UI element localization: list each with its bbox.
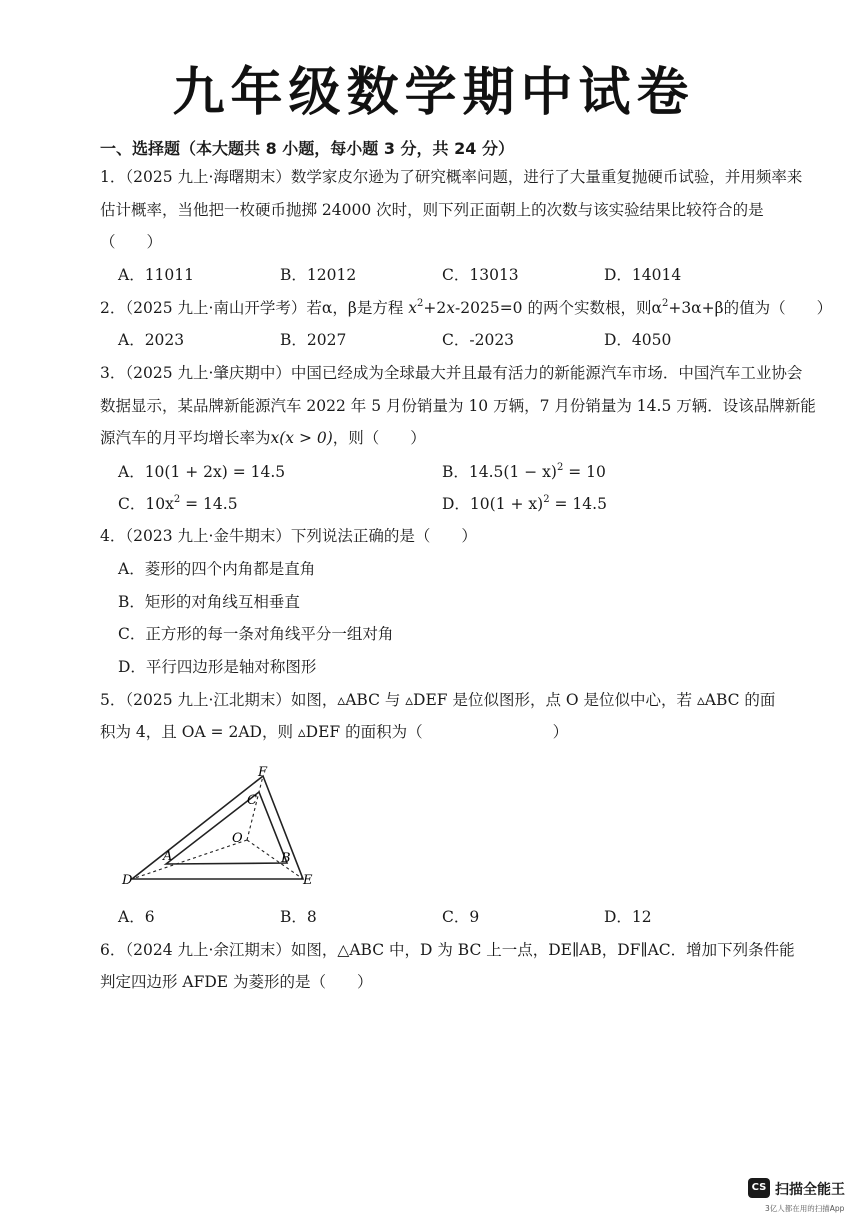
q3-option-b [442,461,606,483]
q3-option-b-main: B．14.5(1 − x) [442,463,557,481]
q1-option-a: A．11011 [118,266,195,284]
q1-option-d: D．14014 [604,266,682,284]
scanner-tagline: 3亿人都在用的扫描App [765,1204,845,1213]
q5-option-b: B．8 [280,908,317,926]
q3-line3-a: 源汽车的月平均增长率为 [100,429,271,447]
q3-option-b-sup: 2 [556,462,564,473]
q1-option-b: B．12012 [280,266,357,284]
q2-var-x2: x [446,299,456,317]
label-b: B [281,851,291,866]
q4-option-c: C．正方形的每一条对角线平分一组对角 [118,625,394,643]
q1-line1: 1．（2025 九上·海曙期末）数学家皮尔逊为了研究概率问题，进行了大量重复抛硬币试验，并用频率来 [100,168,803,186]
label-o: O [232,831,243,846]
q3-option-d-main: D．10(1 + x) [442,495,544,513]
section-heading: 一、选择题（本大题共 8 小题，每小题 3 分，共 24 分） [100,139,514,158]
q3-option-c [118,493,238,515]
q2-stem [100,297,832,319]
q3-option-d-sup: 2 [543,494,550,505]
page-title: 九年级数学期中试卷 [172,63,695,123]
q1-line2: 估计概率，当他把一枚硬币抛掷 24000 次时，则下列正面朝上的次数与该实验结果比较符合的是 [100,201,764,219]
q5-line2-b: ） [552,723,569,741]
label-a: A [163,849,173,864]
q3-option-d-tail: = 14.5 [549,495,607,513]
label-c: C [247,793,257,808]
q2-eq-rest: +2 [423,299,447,317]
q3-option-c-tail: = 14.5 [180,495,238,513]
q4-option-d: D．平行四边形是轴对称图形 [118,658,317,676]
q5-figure-similar-triangles [120,762,330,892]
q5-option-d: D．12 [604,908,652,926]
q5-option-c: C．9 [442,908,480,926]
q4-line1: 4．（2023 九上·金牛期末）下列说法正确的是（ ） [100,527,477,545]
label-e: E [303,873,313,888]
q5-line2 [100,721,568,743]
q2-option-a: A．2023 [118,331,185,349]
q2-sup: 2 [417,298,424,309]
q2-eq-tail: -2025=0 的两个实数根，则α [455,299,662,317]
q3-line3 [100,427,426,449]
q3-line2: 数据显示，某品牌新能源汽车 2022 年 5 月份销量为 10 万辆，7 月份销量为 14.5 万辆．设该品牌新能 [100,397,816,415]
q2-option-c: C．-2023 [442,331,515,349]
q2-option-d: D．4050 [604,331,672,349]
triangle-abc [166,792,287,864]
q5-line1: 5．（2025 九上·江北期末）如图，▵ABC 与 ▵DEF 是位似图形，点 O 是位似中心，若 ▵ABC 的面 [100,691,776,709]
q2-prefix: 2．（2025 九上·南山开学考）若α，β是方程 [100,299,409,317]
q4-option-a: A．菱形的四个内角都是直角 [118,560,316,578]
q3-line3-b: ，则（ ） [332,429,426,447]
q4-option-b: B．矩形的对角线互相垂直 [118,593,300,611]
q1-line3: （ ） [100,233,163,251]
q5-line2-a: 积为 4，且 OA = 2AD，则 ▵DEF 的面积为（ [100,723,423,741]
q3-option-a: A．10(1 + 2x) = 14.5 [118,463,286,481]
q3-option-c-sup: 2 [173,494,181,505]
q5-option-a: A．6 [118,908,155,926]
q3-option-c-main: C．10x [118,495,174,513]
q2-sup-alpha: 2 [661,298,669,309]
scanner-app-name: 扫描全能王 [775,1182,845,1198]
label-f: F [258,765,268,780]
q3-line1: 3．（2025 九上·肇庆期中）中国已经成为全球最大并且最有活力的新能源汽车市场．中国汽车工业协会 [100,364,803,382]
q3-option-d [442,493,607,515]
q3-option-b-tail: = 10 [563,463,606,481]
q3-line3-math: x(x > 0) [270,429,333,447]
q2-expr-tail: +3α+β的值为（ ） [668,299,833,317]
q6-line2: 判定四边形 AFDE 为菱形的是（ ） [100,973,373,991]
q2-var-x: x [408,299,418,317]
q2-option-b: B．2027 [280,331,347,349]
scanner-logo-icon: CS [748,1178,770,1198]
q1-option-c: C．13013 [442,266,519,284]
q6-line1: 6．（2024 九上·余江期末）如图，△ABC 中，D 为 BC 上一点，DE∥AB，DF∥AC．增加下列条件能 [100,941,795,959]
label-d: D [122,873,133,888]
